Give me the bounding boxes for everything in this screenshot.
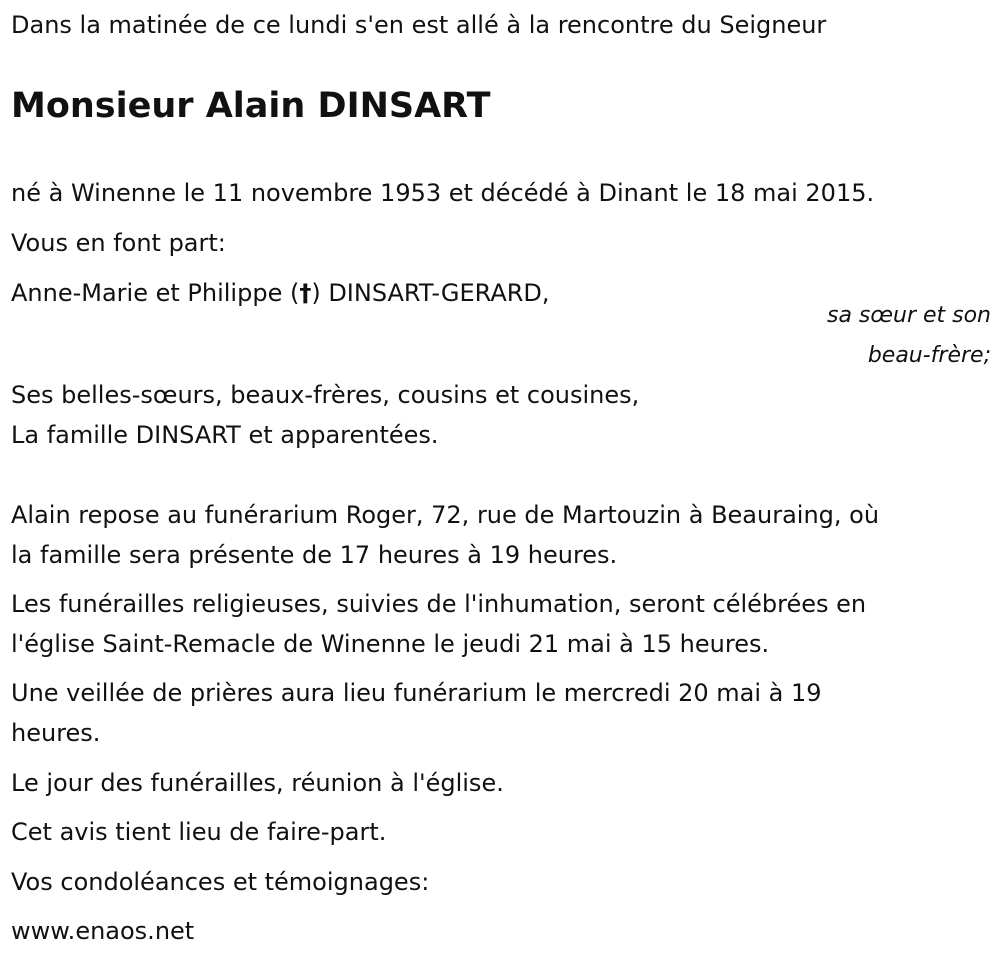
notice-statement: Cet avis tient lieu de faire-part. [11, 818, 387, 846]
family-line-1-end: ) DINSART-GERARD, [311, 279, 550, 307]
funeral-line-2: l'église Saint-Remacle de Winenne le jeudi 21 mai à 15 heures. [11, 630, 770, 658]
vigil-line-1: Une veillée de prières aura lieu funérarium le mercredi 20 mai à 19 [11, 679, 822, 707]
birth-death-text: né à Winenne le 11 novembre 1953 et décédé à Dinant le 18 mai 2015. [11, 179, 875, 207]
website-link[interactable]: www.enaos.net [11, 917, 195, 945]
funeral-line-1: Les funérailles religieuses, suivies de l'inhumation, seront célébrées en [11, 590, 867, 618]
intro-text: Dans la matinée de ce lundi s'en est allé à la rencontre du Seigneur [11, 11, 827, 39]
family-line-1 [11, 277, 550, 309]
announcement-text: Vous en font part: [11, 229, 226, 257]
vigil-line-2: heures. [11, 719, 101, 747]
repose-line-1: Alain repose au funérarium Roger, 72, rue de Martouzin à Beauraing, où [11, 501, 880, 529]
repose-line-2: la famille sera présente de 17 heures à 19 heures. [11, 541, 618, 569]
meeting-text: Le jour des funérailles, réunion à l'église. [11, 769, 504, 797]
cross-symbol: † [299, 279, 312, 307]
condolences-text: Vos condoléances et témoignages: [11, 868, 430, 896]
extended-family-text: Ses belles-sœurs, beaux-frères, cousins et cousines, [11, 381, 640, 409]
family-relation-line-1: sa sœur et son [826, 303, 991, 328]
family-line-1-start: Anne-Marie et Philippe ( [11, 279, 300, 307]
family-name-text: La famille DINSART et apparentées. [11, 421, 439, 449]
deceased-name: Monsieur Alain DINSART [11, 86, 491, 126]
obituary-notice [11, 0, 991, 963]
family-relation-line-2: beau-frère; [867, 343, 991, 368]
